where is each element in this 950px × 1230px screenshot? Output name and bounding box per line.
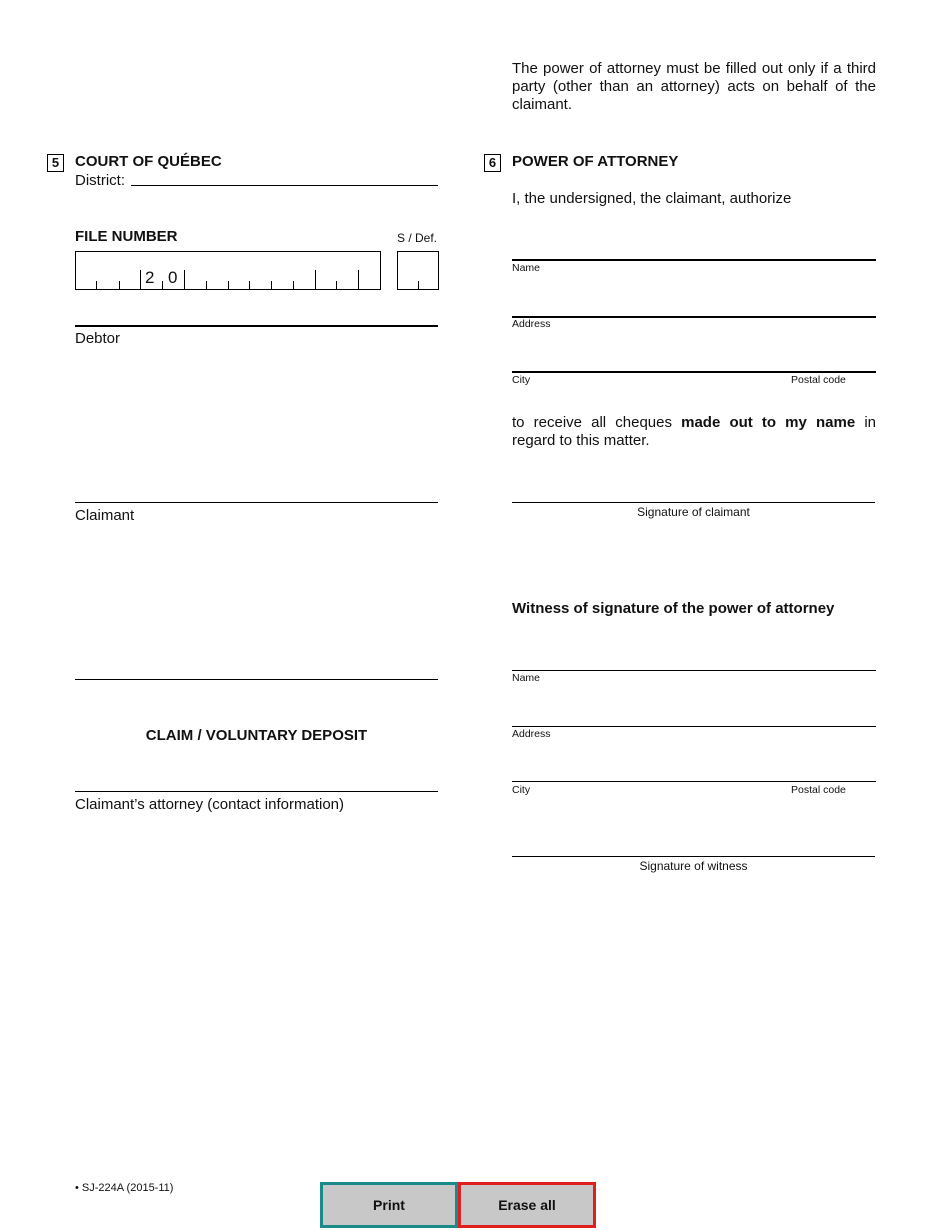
- sdef-field[interactable]: [397, 251, 439, 290]
- authorize-text: I, the undersigned, the claimant, authorize: [512, 190, 792, 207]
- file-number-label: FILE NUMBER: [75, 228, 178, 245]
- witness-address-field[interactable]: [512, 726, 876, 727]
- debtor-label: Debtor: [75, 330, 121, 347]
- claimant-field[interactable]: [75, 527, 438, 677]
- power-of-attorney-note: The power of attorney must be filled out only if a third party (other than an attorney) acts on behalf of the claimant.: [512, 60, 876, 113]
- witness-address-label: Address: [512, 728, 551, 740]
- witness-city-field[interactable]: [512, 781, 876, 782]
- city-label: City: [512, 374, 531, 386]
- signature-witness-label: Signature of witness: [639, 859, 748, 873]
- claim-voluntary-deposit-title: CLAIM / VOLUNTARY DEPOSIT: [145, 727, 368, 744]
- witness-name-label: Name: [512, 672, 541, 684]
- sdef-label: S / Def.: [397, 231, 438, 245]
- debtor-field[interactable]: [75, 350, 438, 500]
- print-button[interactable]: Print: [320, 1182, 458, 1228]
- authorized-name-field[interactable]: [512, 259, 876, 261]
- witness-postal-code-label: Postal code: [791, 784, 846, 796]
- file-digit-2: 0: [168, 268, 178, 287]
- erase-all-button[interactable]: Erase all: [458, 1182, 596, 1228]
- address-label: Address: [512, 318, 551, 330]
- debtor-divider: [75, 325, 438, 327]
- authorized-address-field[interactable]: [512, 316, 876, 318]
- authorized-city-field[interactable]: [512, 371, 876, 373]
- witness-signature-field[interactable]: [512, 856, 875, 857]
- claim-divider: [75, 679, 438, 680]
- file-digit-1: 2: [145, 268, 155, 287]
- attorney-field[interactable]: [75, 816, 438, 896]
- district-field[interactable]: [131, 185, 438, 186]
- section-6-number: 6: [484, 154, 501, 172]
- claimant-divider: [75, 502, 438, 503]
- witness-city-label: City: [512, 784, 531, 796]
- attorney-divider: [75, 791, 438, 792]
- witness-title: Witness of signature of the power of attorney: [512, 600, 835, 617]
- witness-name-field[interactable]: [512, 670, 876, 671]
- file-number-field[interactable]: [75, 251, 381, 290]
- court-of-quebec-title: COURT OF QUÉBEC: [75, 153, 222, 170]
- receive-cheques-text: to receive all cheques made out to my name in regard to this matter.: [512, 414, 876, 449]
- power-of-attorney-title: POWER OF ATTORNEY: [512, 153, 679, 170]
- name-label: Name: [512, 262, 541, 274]
- section-5-number: 5: [47, 154, 64, 172]
- attorney-label: Claimant’s attorney (contact information): [75, 796, 345, 813]
- claimant-signature-field[interactable]: [512, 502, 875, 503]
- district-label: District:: [75, 172, 125, 189]
- postal-code-label: Postal code: [791, 374, 846, 386]
- signature-claimant-label: Signature of claimant: [637, 505, 750, 519]
- claimant-label: Claimant: [75, 507, 135, 524]
- form-code: • SJ-224A (2015-11): [75, 1182, 174, 1194]
